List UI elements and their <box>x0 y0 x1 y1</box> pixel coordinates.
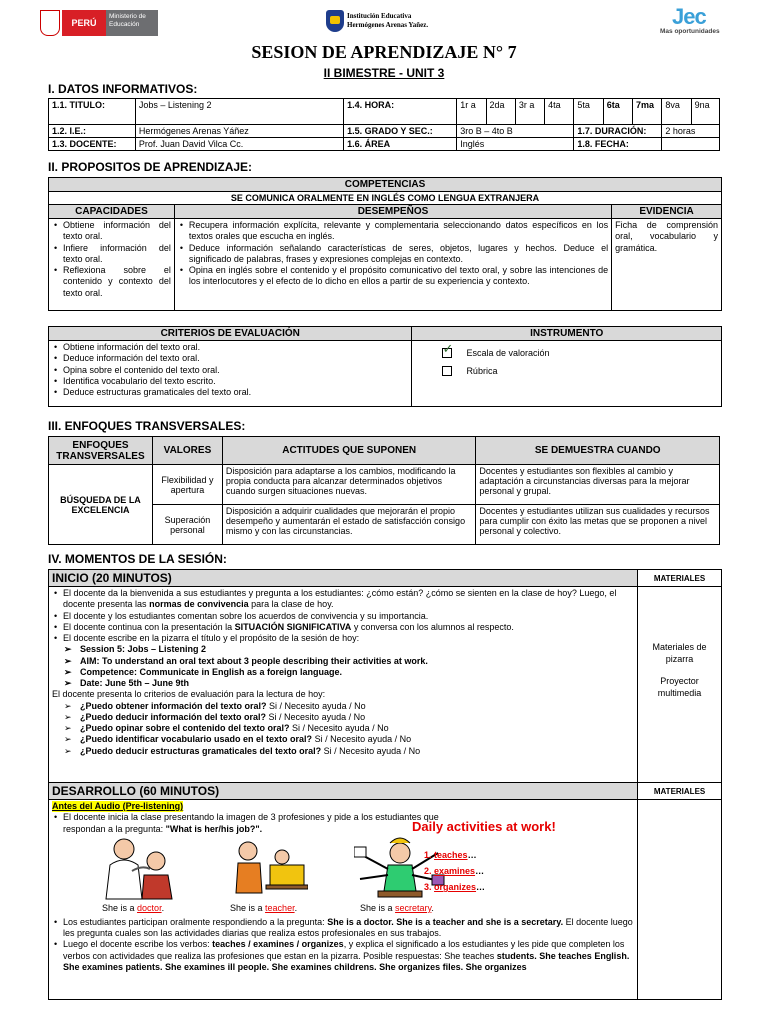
session-competence: ➢ Competence: Communicate in English as a foreign language. <box>52 667 634 678</box>
titulo-label: 1.1. TITULO: <box>49 99 136 125</box>
checkmark-icon: ✓ <box>442 341 454 356</box>
section3-heading: III. ENFOQUES TRANSVERSALES: <box>48 419 246 433</box>
hour-cell: 5ta <box>574 99 603 125</box>
propositos-table <box>48 177 722 311</box>
list-item: • Recupera información explícita, relevante y complementaria seleccionando datos específicos en los textos orales que escucha en inglés. <box>178 220 608 243</box>
school-line2: Hermógenes Arenas Yañez. <box>347 21 429 30</box>
teacher-illustration <box>230 835 308 901</box>
competencias-header: COMPETENCIAS <box>49 178 722 192</box>
desarrollo-table <box>48 782 722 1000</box>
session-title: ➢ Session 5: Jobs – Listening 2 <box>52 644 634 655</box>
duracion-label: 1.7. DURACIÓN: <box>574 125 662 138</box>
list-item: • El docente escribe en la pizarra el título y el propósito de la sesión de hoy: <box>52 633 634 644</box>
criterios-questions <box>52 701 634 757</box>
docente-value: Prof. Juan David Vilca Cc. <box>135 138 343 151</box>
hour-cell: 8va <box>662 99 691 125</box>
list-item: ➢ ¿Puedo identificar vocabulario usado en el texto oral? Si / Necesito ayuda / No <box>52 734 634 745</box>
enfoques-header: ENFOQUES TRANSVERSALES <box>49 437 153 465</box>
list-item: • El docente da la bienvenida a sus estudiantes y pregunta a los estudiantes: ¿cómo están? ¿cómo se sienten en la clase de hoy? Luego, el docente presenta las normas de convivencia para la clase de hoy. <box>52 588 634 611</box>
session-aim: ➢ AIM: To understand an oral text about 3 people describing their activities at work. <box>52 656 634 667</box>
school-crest-icon <box>326 10 344 32</box>
desarrollo-list-2 <box>52 917 634 973</box>
activity-item: 2. examines… <box>424 865 485 876</box>
checkbox-unchecked[interactable] <box>442 366 452 376</box>
criterios-intro: El docente presenta lo criterios de evaluación para la lectura de hoy: <box>52 689 326 700</box>
shield-icon <box>40 10 60 36</box>
instrumento-row <box>442 341 721 365</box>
fecha-label: 1.8. FECHA: <box>574 138 662 151</box>
session-date: ➢ Date: June 5th – June 9th <box>52 678 634 689</box>
criterios-table <box>48 326 722 407</box>
docente-label: 1.3. DOCENTE: <box>49 138 136 151</box>
actitud-cell: Disposición para adaptarse a los cambios, modificando la propia conducta para alcanzar determinados objetivos cuando surgen situaciones nuevas. <box>222 465 476 505</box>
ministry-logo <box>40 10 160 36</box>
ie-label: 1.2. I.E.: <box>49 125 136 138</box>
list-item: • Deduce información señalando características de seres, objetos, lugares y hechos. Deduce el significado de palabras, frases y expresiones complejas en contexto. <box>178 243 608 266</box>
activity-item: 3. organizes… <box>424 882 486 893</box>
list-item: • Opina sobre el contenido del texto oral. <box>52 365 408 376</box>
list-item: • Obtiene información del texto oral. <box>52 220 171 243</box>
list-item: • Deduce estructuras gramaticales del texto oral. <box>52 387 408 398</box>
instrumento-row <box>442 365 721 383</box>
capacidades-list <box>52 220 171 299</box>
materiales-header: MATERIALES <box>638 783 722 800</box>
instrumento-label: Rúbrica <box>466 366 498 376</box>
materiales-header: MATERIALES <box>638 570 722 587</box>
list-item: • Los estudiantes participan oralmente respondiendo a la pregunta: She is a doctor. She is a teacher and she is a secretary. El docente luego les pregunta cuales son las actividades diarias que realiza estos profesionales en sus trabajos. <box>52 917 634 940</box>
list-item: ➢ ¿Puedo deducir estructuras gramaticales del texto oral? Si / Necesito ayuda / No <box>52 746 634 757</box>
inicio-header: INICIO (20 MINUTOS) <box>49 570 638 587</box>
list-item: • Infiere información del texto oral. <box>52 243 171 266</box>
activity-item: 1. teaches… <box>424 849 477 860</box>
desarrollo-header: DESARROLLO (60 MINUTOS) <box>49 783 638 800</box>
hora-label: 1.4. HORA: <box>344 99 457 125</box>
pre-listening-label: Antes del Audio (Pre-listening) <box>52 801 184 811</box>
list-item: ➢ ¿Puedo obtener información del texto oral? Si / Necesito ayuda / No <box>52 701 634 712</box>
list-item: ➢ ¿Puedo opinar sobre el contenido del texto oral? Si / Necesito ayuda / No <box>52 723 634 734</box>
material-item: Proyector multimedia <box>657 676 702 699</box>
doctor-illustration <box>102 835 180 901</box>
demuestra-cell: Docentes y estudiantes son flexibles al cambio y adaptación a circunstancias diversas para la mejorar personal y grupal. <box>476 465 720 505</box>
list-item: • Opina en inglés sobre el contenido y el propósito comunicativo del texto oral, y sobre las intenciones de los interlocutores y el efecto de lo dicho en ellos a partir de su experiencia y contexto. <box>178 265 608 288</box>
school-line1: Institución Educativa <box>347 12 412 20</box>
ie-value: Hermógenes Arenas Yáñez <box>135 125 343 138</box>
criterios-list <box>52 342 408 398</box>
caption-secretary: She is a secretary. <box>360 902 434 913</box>
jec-logo: Jec <box>672 4 706 29</box>
capacidades-header: CAPACIDADES <box>49 205 175 219</box>
hour-cell: 1r a <box>457 99 486 125</box>
page-subtitle: II BIMESTRE - UNIT 3 <box>323 66 445 80</box>
area-value: Inglés <box>457 138 574 151</box>
list-item: • Obtiene información del texto oral. <box>52 342 408 353</box>
school-name <box>347 12 428 30</box>
demuestra-cell: Docentes y estudiantes utilizan sus cualidades y recursos para cumplir con éxito las metas que se proponen a nivel personal y colectivo. <box>476 505 720 545</box>
criterios-header: CRITERIOS DE EVALUACIÓN <box>49 327 412 341</box>
duracion-value: 2 horas <box>662 125 720 138</box>
desempenos-list <box>178 220 608 288</box>
section4-heading: IV. MOMENTOS DE LA SESIÓN: <box>48 552 227 566</box>
evidencia-text: Ficha de comprensión oral, vocabulario y gramática. <box>612 219 722 311</box>
actitud-cell: Disposición a adquirir cualidades que mejorarán el propio desempeño y aumentarán el estado de satisfacción consigo mismo y con las circunstancias. <box>222 505 476 545</box>
peru-label: PERÚ <box>62 10 106 36</box>
hour-cell: 2da <box>486 99 515 125</box>
list-item: • Luego el docente escribe los verbos: teaches / examines / organizes, y explica el significado a los estudiantes y les pide que completen los verbos con actividades que realiza las profesiones que estan en la pizarra. Posible respuestas: She teaches students. She teaches English. She examines patients. She examines ill people. She examines childrens. She organizes files. She organizes <box>52 939 634 973</box>
area-label: 1.6. ÁREA <box>344 138 457 151</box>
datos-table <box>48 98 720 151</box>
hour-cell: 4ta <box>545 99 574 125</box>
enfoque-name: BÚSQUEDA DE LA EXCELENCIA <box>49 465 153 545</box>
demuestra-header: SE DEMUESTRA CUANDO <box>476 437 720 465</box>
list-item: • Reflexiona sobre el contenido y contexto del texto oral. <box>52 265 171 299</box>
titulo-value: Jobs – Listening 2 <box>135 99 343 125</box>
enfoques-table <box>48 436 720 545</box>
list-item: • Identifica vocabulario del texto escrito. <box>52 376 408 387</box>
valores-header: VALORES <box>152 437 222 465</box>
caption-doctor: She is a doctor. <box>102 902 165 913</box>
page-title: SESION DE APRENDIZAJE N° 7 <box>251 42 517 62</box>
valor-cell: Flexibilidad y apertura <box>152 465 222 505</box>
hour-cell-selected: 6ta <box>603 99 632 125</box>
instrumento-header: INSTRUMENTO <box>412 327 722 341</box>
material-item: Materiales de pizarra <box>652 642 707 665</box>
list-item: ➢ ¿Puedo deducir información del texto oral? Si / Necesito ayuda / No <box>52 712 634 723</box>
grado-label: 1.5. GRADO Y SEC.: <box>344 125 457 138</box>
list-item: • El docente y los estudiantes comentan sobre los acuerdos de convivencia y su importancia. <box>52 611 634 622</box>
ministry-label: Ministerio de Educación <box>106 10 158 36</box>
list-item: • El docente inicia la clase presentando la imagen de 3 profesiones y pide a los estudiantes que respondan a la pregunta: "What is her/his job?". <box>52 812 634 835</box>
hour-cell: 9na <box>691 99 719 125</box>
actitudes-header: ACTITUDES QUE SUPONEN <box>222 437 476 465</box>
daily-activities-title: Daily activities at work! <box>412 818 556 834</box>
caption-teacher: She is a teacher. <box>230 902 298 913</box>
fecha-value <box>662 138 720 151</box>
list-item: • Deduce información del texto oral. <box>52 353 408 364</box>
list-item: • El docente continua con la presentación la SITUACIÓN SIGNIFICATIVA y conversa con los alumnos al respecto. <box>52 622 634 633</box>
hour-cell-selected: 7ma <box>633 99 662 125</box>
section2-heading: II. PROPOSITOS DE APRENDIZAJE: <box>48 160 253 174</box>
instrumento-label: Escala de valoración <box>466 348 550 358</box>
valor-cell: Superación personal <box>152 505 222 545</box>
evidencia-header: EVIDENCIA <box>612 205 722 219</box>
competencia-text: SE COMUNICA ORALMENTE EN INGLÉS COMO LENGUA EXTRANJERA <box>49 192 722 205</box>
grado-value: 3ro B – 4to B <box>457 125 574 138</box>
hour-cell: 3r a <box>515 99 544 125</box>
inicio-table <box>48 569 722 783</box>
desempenos-header: DESEMPEÑOS <box>174 205 611 219</box>
activities-list <box>424 847 485 896</box>
inicio-list <box>52 588 634 689</box>
section1-heading: I. DATOS INFORMATIVOS: <box>48 82 198 96</box>
jec-tagline: Mas oportunidades <box>660 28 720 35</box>
